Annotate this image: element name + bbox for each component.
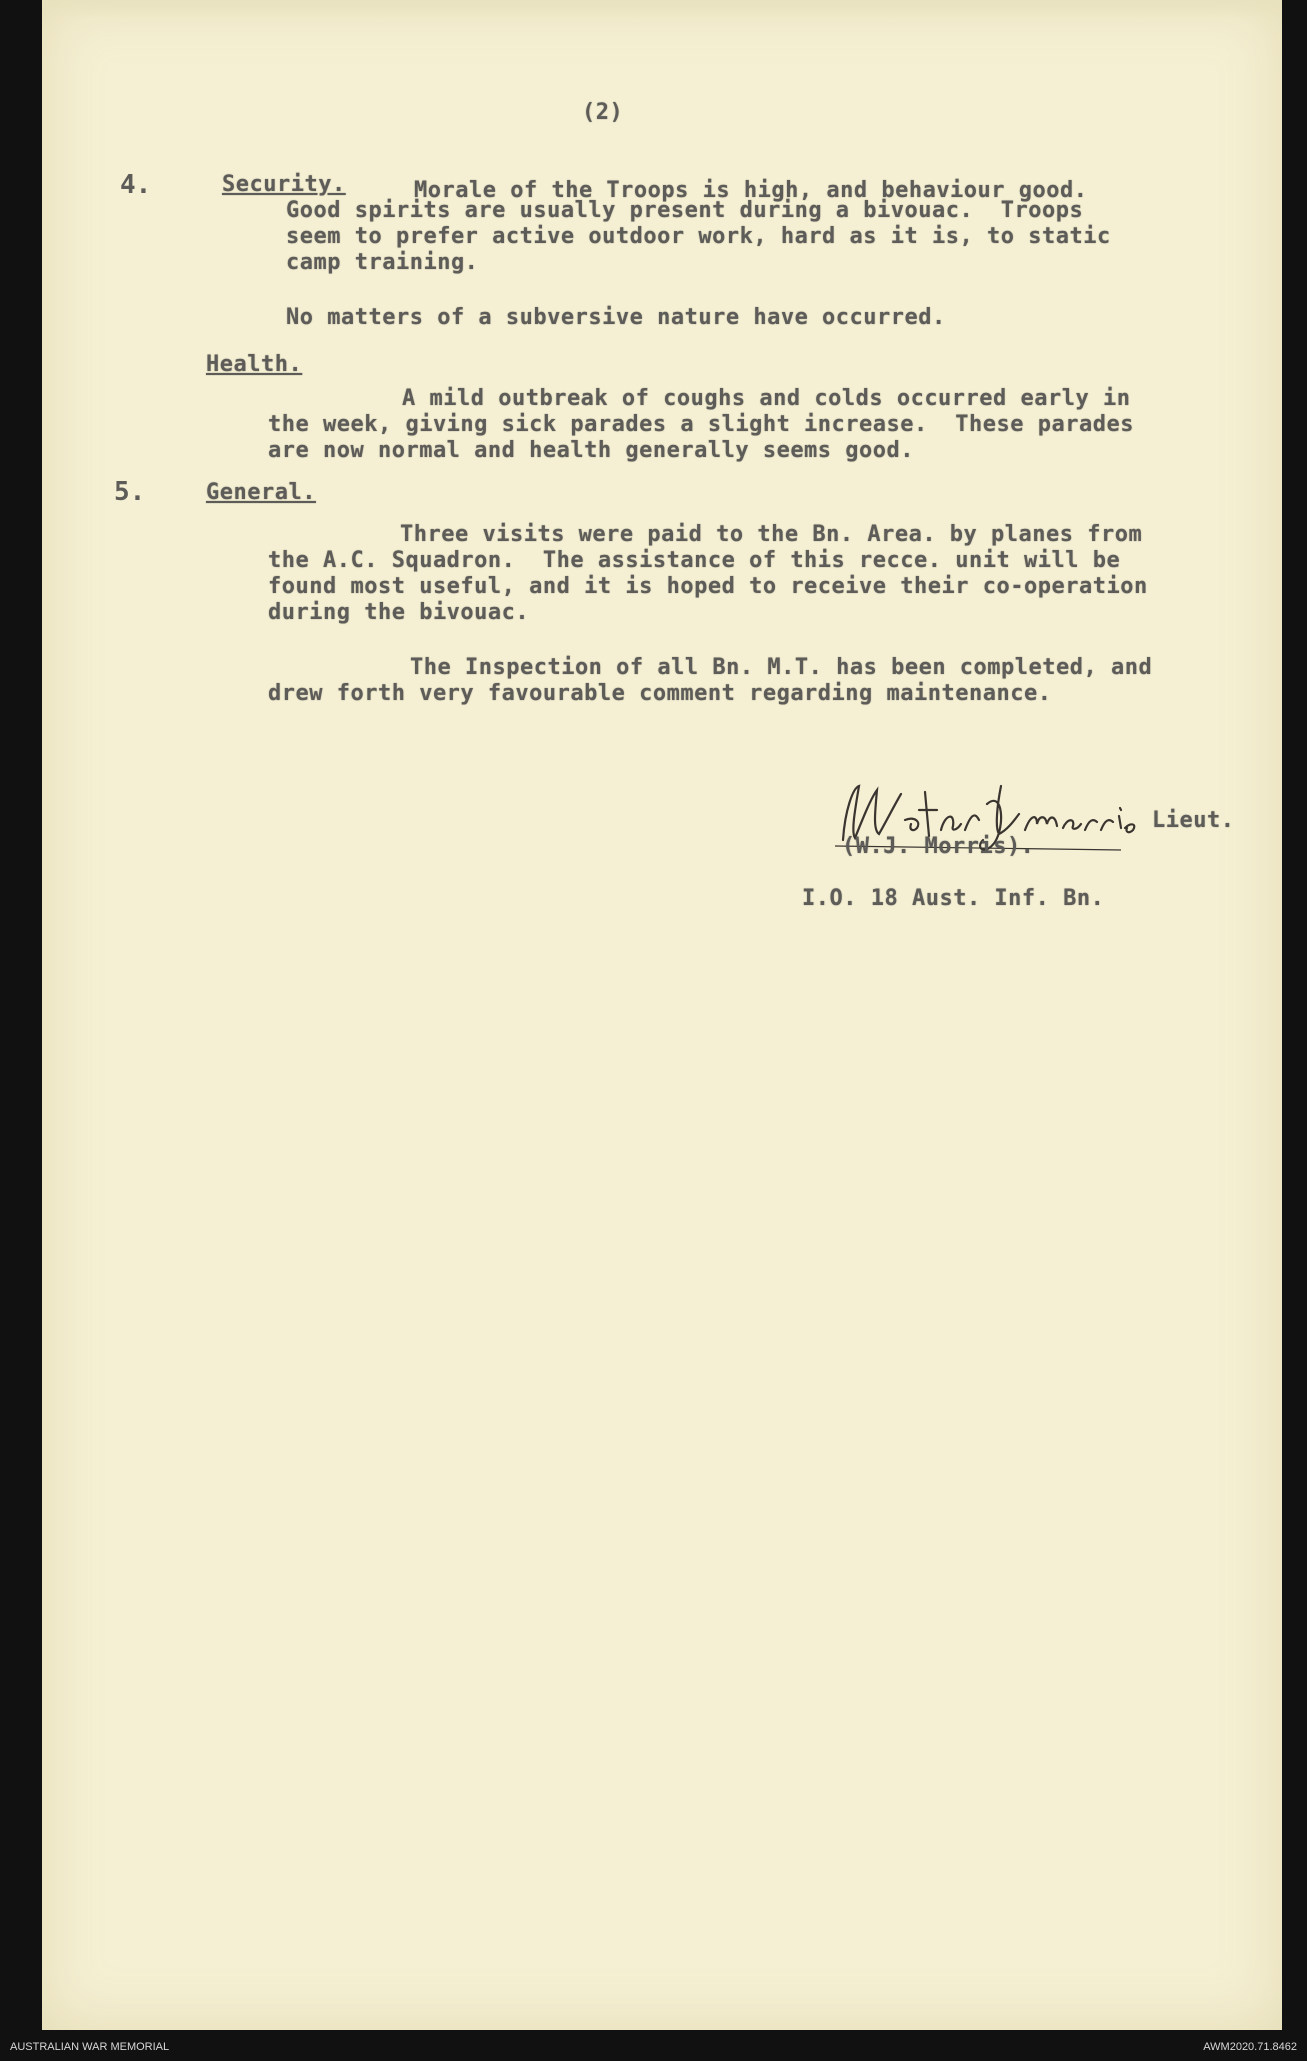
security-line-2: Good spirits are usually present during a bivouac. Troops [286, 198, 1084, 223]
health-heading: Health. [206, 352, 303, 377]
signatory-unit: I.O. 18 Aust. Inf. Bn. [802, 886, 1105, 911]
signatory-name: (W.J. Morris). [842, 834, 1035, 859]
health-line-1: A mild outbreak of coughs and colds occurred early in [402, 386, 1131, 411]
inspection-line-1: The Inspection of all Bn. M.T. has been completed, and [410, 655, 1153, 680]
security-line-4: camp training. [286, 250, 479, 275]
general-line-2: the A.C. Squadron. The assistance of this recce. unit will be [268, 548, 1121, 573]
security-heading: Security. [222, 172, 346, 197]
section-4-number: 4. [120, 170, 152, 200]
security-line-3: seem to prefer active outdoor work, hard as it is, to static [286, 224, 1111, 249]
signatory-rank: Lieut. [1152, 808, 1235, 833]
footer-archive-name: AUSTRALIAN WAR MEMORIAL [10, 2041, 170, 2053]
health-line-3: are now normal and health generally seems good. [268, 438, 915, 463]
general-heading: General. [206, 480, 316, 505]
health-line-2: the week, giving sick parades a slight increase. These parades [268, 412, 1134, 437]
document-page [42, 0, 1282, 2030]
section-5-number: 5. [114, 477, 146, 507]
page-number: (2) [582, 100, 624, 125]
inspection-line-2: drew forth very favourable comment regarding maintenance. [268, 681, 1052, 706]
general-line-1: Three visits were paid to the Bn. Area. by planes from [400, 522, 1143, 547]
footer-reference-id: AWM2020.71.8462 [1203, 2041, 1297, 2053]
general-line-3: found most useful, and it is hoped to receive their co-operation [268, 574, 1148, 599]
security-line-1: Morale of the Troops is high, and behaviour good. [414, 178, 1088, 203]
general-line-4: during the bivouac. [268, 600, 530, 625]
subversive-line: No matters of a subversive nature have occurred. [286, 305, 946, 330]
